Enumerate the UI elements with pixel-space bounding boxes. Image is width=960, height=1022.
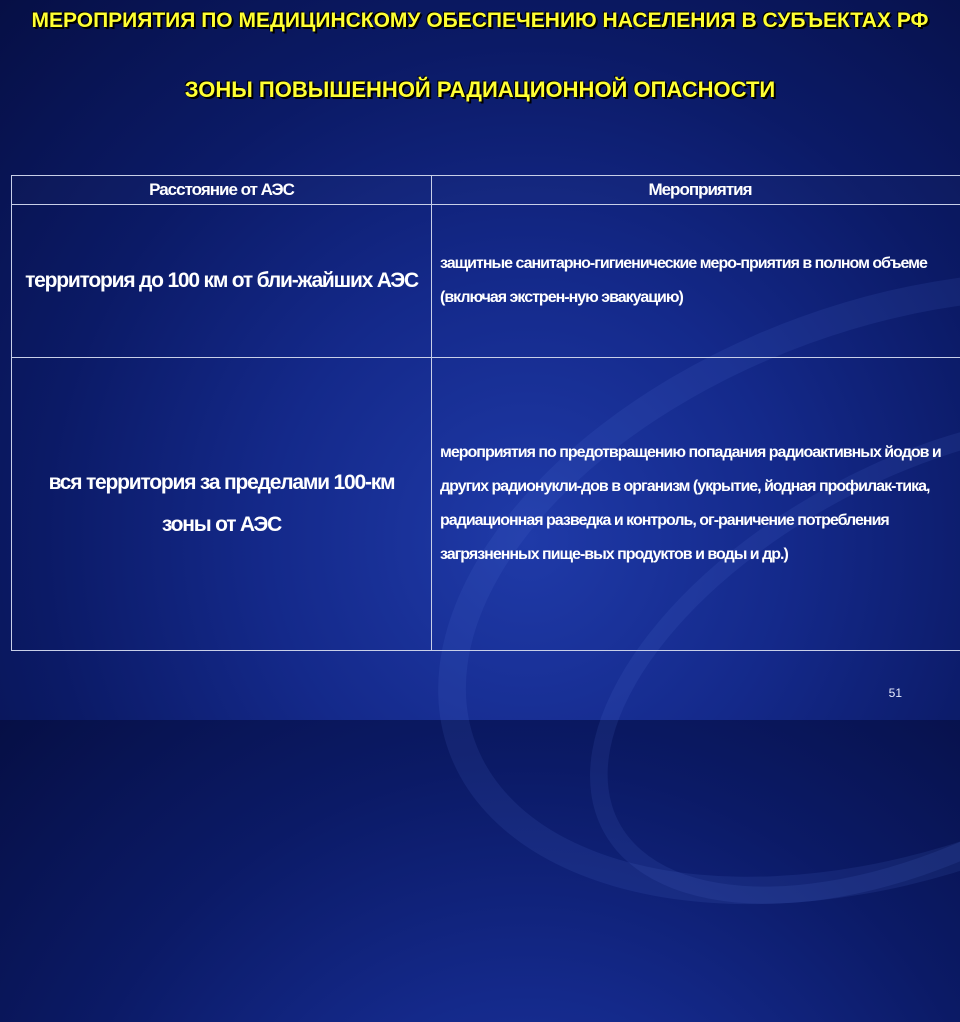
column-header-measures: Мероприятия [432,176,960,205]
distance-cell: вся территория за пределами 100-км зоны от АЭС [12,358,432,651]
slide-title: МЕРОПРИЯТИЯ ПО МЕДИЦИНСКОМУ ОБЕСПЕЧЕНИЮ НАСЕЛЕНИЯ В СУБЪЕКТАХ РФ [0,8,960,34]
table-row [12,358,960,651]
page-number: 51 [889,686,902,700]
table-header-row [12,176,960,205]
measures-cell: мероприятия по предотвращению попадания радиоактивных йодов и других радионукли-дов в организм (укрытие, йодная профилак-тика, радиационная разведка и контроль, ог-раничение потребления загрязненных пище-вых продуктов и воды и др.) [432,358,960,651]
measures-cell: защитные санитарно-гигиенические меро-приятия в полном объеме (включая экстрен-ную эвакуацию) [432,205,960,358]
distance-cell: территория до 100 км от бли-жайших АЭС [12,205,432,358]
radiation-zones-table [11,175,960,651]
column-header-distance: Расстояние от АЭС [12,176,432,205]
slide-subtitle: ЗОНЫ ПОВЫШЕННОЙ РАДИАЦИОННОЙ ОПАСНОСТИ [0,76,960,104]
table-row [12,205,960,358]
